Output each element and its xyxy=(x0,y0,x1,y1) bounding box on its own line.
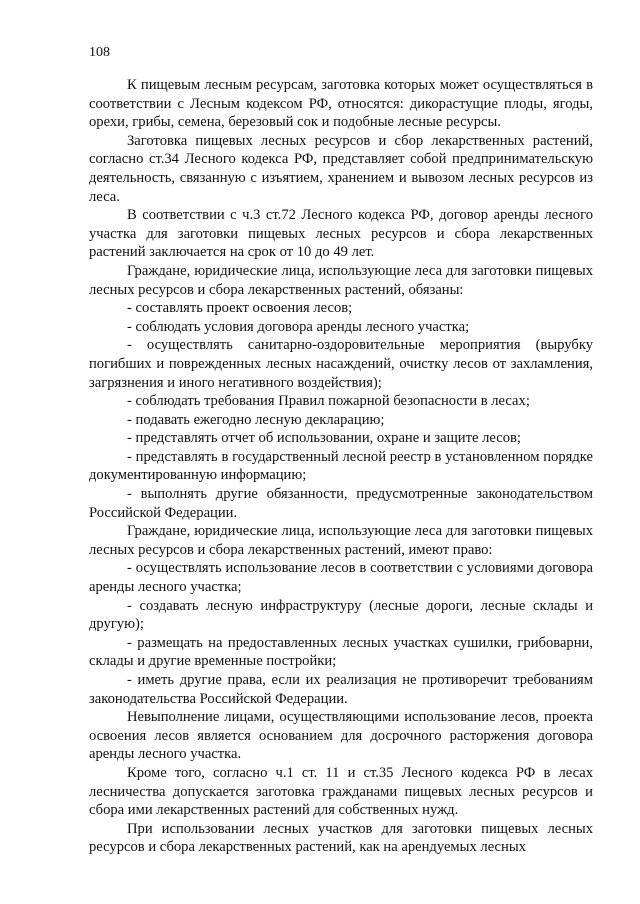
paragraph-harvesting-business: Заготовка пищевых лесных ресурсов и сбор лекарственных растений, согласно ст.34 Лесного кодекса РФ, представляет собой предпринимательскую деятельность, связанную с изъятием, хранением и вывозом лесных ресурсов из леса. xyxy=(89,132,593,205)
list-item-obligation: - выполнять другие обязанности, предусмотренные законодательством Российской Федерации. xyxy=(89,486,593,521)
list-item-obligation: - составлять проект освоения лесов; xyxy=(127,300,353,317)
list-item-obligation: - представлять в государственный лесной реестр в установленном порядке документированную информацию; xyxy=(89,448,593,484)
paragraph-food-resources-definition: К пищевым лесным ресурсам, заготовка которых может осуществляться в соответствии с Лесным кодексом РФ, относятся: дикорастущие плоды, ягоды, орехи, грибы, семена, березовый сок и подобные лесные ресурсы. xyxy=(89,77,593,131)
paragraph-obligations-intro: Граждане, юридические лица, использующие леса для заготовки пищевых лесных ресурсов и сбора лекарственных растений, обязаны: xyxy=(89,262,593,298)
list-item-right: - иметь другие права, если их реализация не противоречит требованиям законодательства Российской Федерации. xyxy=(89,672,593,707)
list-item-obligation: - подавать ежегодно лесную декларацию; xyxy=(127,411,385,428)
paragraph-continued: При использовании лесных участков для заготовки пищевых лесных ресурсов и сбора лекарственных растений, как на арендуемых лесных xyxy=(89,820,593,856)
page-number: 108 xyxy=(89,45,110,60)
list-item-obligation: - соблюдать требования Правил пожарной безопасности в лесах; xyxy=(127,393,530,410)
list-item-right: - размещать на предоставленных лесных участках сушилки, грибоварни, склады и другие временные постройки; xyxy=(89,634,593,670)
paragraph-personal-needs: Кроме того, согласно ч.1 ст. 11 и ст.35 Лесного кодекса РФ в лесах лесничества допускается заготовка гражданами пищевых лесных ресурсов и сбора ими лекарственных растений для собственных нужд. xyxy=(89,764,593,819)
list-item-obligation: - осуществлять санитарно-оздоровительные мероприятия (вырубку погибших и поврежденных лесных насаждений, очистку лесов от захламления, загрязнения и иного негативного воздействия); xyxy=(89,337,593,391)
paragraph-rights-intro: Граждане, юридические лица, использующие леса для заготовки пищевых лесных ресурсов и сбора лекарственных растений, имеют право: xyxy=(89,523,593,558)
list-item-right: - создавать лесную инфраструктуру (лесные дороги, лесные склады и другую); xyxy=(89,597,593,633)
paragraph-lease-term: В соответствии с ч.3 ст.72 Лесного кодекса РФ, договор аренды лесного участка для заготовки пищевых лесных ресурсов и сбора лекарственных растений заключается на срок от 10 до 49 лет. xyxy=(89,207,593,261)
body-text xyxy=(89,76,593,857)
list-item-right: - осуществлять использование лесов в соответствии с условиями договора аренды лесного участка; xyxy=(89,560,593,596)
list-item-obligation: - представлять отчет об использовании, охране и защите лесов; xyxy=(127,430,521,447)
list-item-obligation: - соблюдать условия договора аренды лесного участка; xyxy=(127,318,470,335)
paragraph-termination: Невыполнение лицами, осуществляющими использование лесов, проекта освоения лесов является основанием для досрочного расторжения договора аренды лесного участка. xyxy=(89,709,593,763)
